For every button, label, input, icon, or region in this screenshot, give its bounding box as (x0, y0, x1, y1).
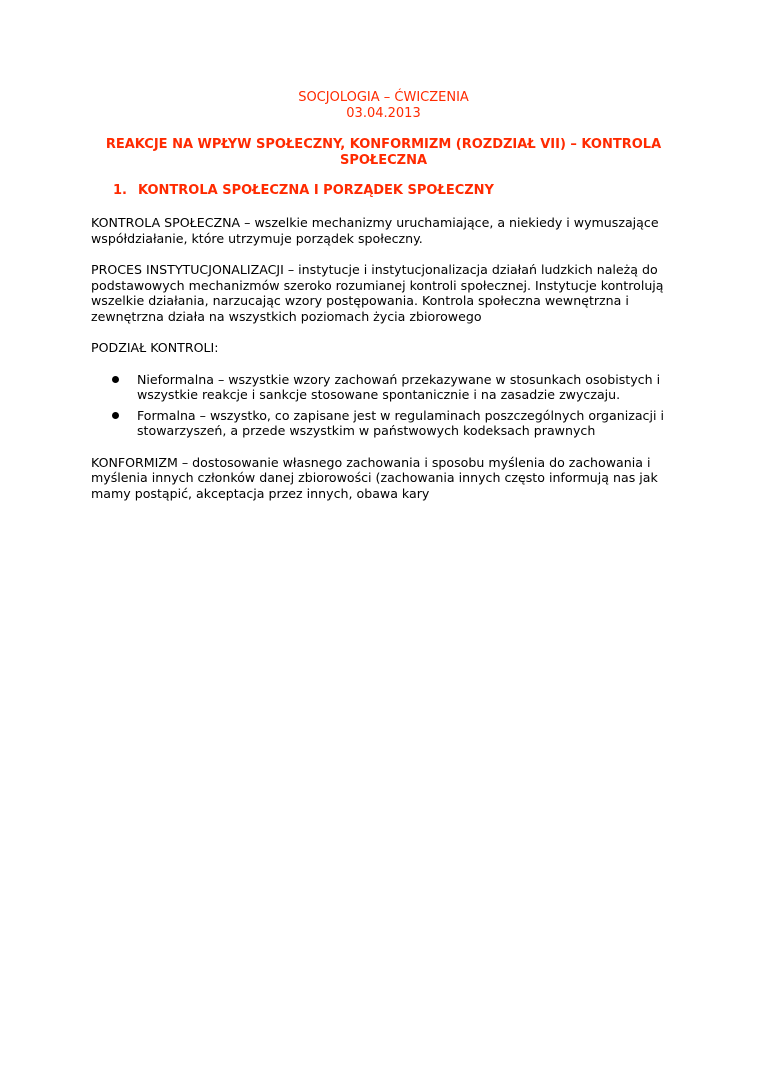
bullet-icon (112, 412, 119, 419)
paragraph-konformizm: KONFORMIZM – dostosowanie własnego zachowania i sposobu myślenia do zachowania i myślenia innych członków danej zbiorowości (zachowania innych często informują nas jak mamy postąpić, akceptacja przez innych, obawa kary (91, 454, 658, 501)
document-body (91, 90, 676, 501)
list-item-text: Formalna – wszystko, co zapisane jest w regulaminach poszczególnych organizacji i stowarzyszeń, a przede wszystkim w państwowych kodeksach prawnych (137, 407, 664, 438)
title-line-date: 03.04.2013 (346, 106, 421, 121)
section-heading (113, 183, 676, 199)
bullet-list (91, 372, 676, 439)
list-item (91, 408, 676, 439)
bullet-icon (112, 376, 119, 383)
document-title (91, 90, 676, 122)
paragraph-podzial-kontroli: PODZIAŁ KONTROLI: (91, 340, 219, 355)
section-title: KONTROLA SPOŁECZNA I PORZĄDEK SPOŁECZNY (138, 183, 494, 198)
paragraph-proces-instytucjonalizacji: PROCES INSTYTUCJONALIZACJI – instytucje i instytucjonalizacja działań ludzkich należą do podstawowych mechanizmów szeroko rozumianej kontroli społecznej. Instytucje kontrolują wszelkie działania, narzucając wzory postępowania. Kontrola społeczna wewnętrzna i zewnętrzna działa na wszystkich poziomach życia zbiorowego (91, 262, 664, 324)
list-item (91, 372, 676, 403)
chapter-title: REAKCJE NA WPŁYW SPOŁECZNY, KONFORMIZM (ROZDZIAŁ VII) – KONTROLA SPOŁECZNA (105, 137, 662, 168)
title-line-subject: SOCJOLOGIA – ĆWICZENIA (298, 90, 469, 105)
list-item-text: Nieformalna – wszystkie wzory zachowań przekazywane w stosunkach osobistych i wszystkie reakcje i sankcje stosowane spontanicznie i na zasadzie zwyczaju. (137, 371, 661, 402)
section-number: 1. (113, 183, 127, 198)
paragraph-kontrola-spoleczna: KONTROLA SPOŁECZNA – wszelkie mechanizmy uruchamiające, a niekiedy i wymuszające współdziałanie, które utrzymuje porządek społeczny. (91, 215, 659, 246)
